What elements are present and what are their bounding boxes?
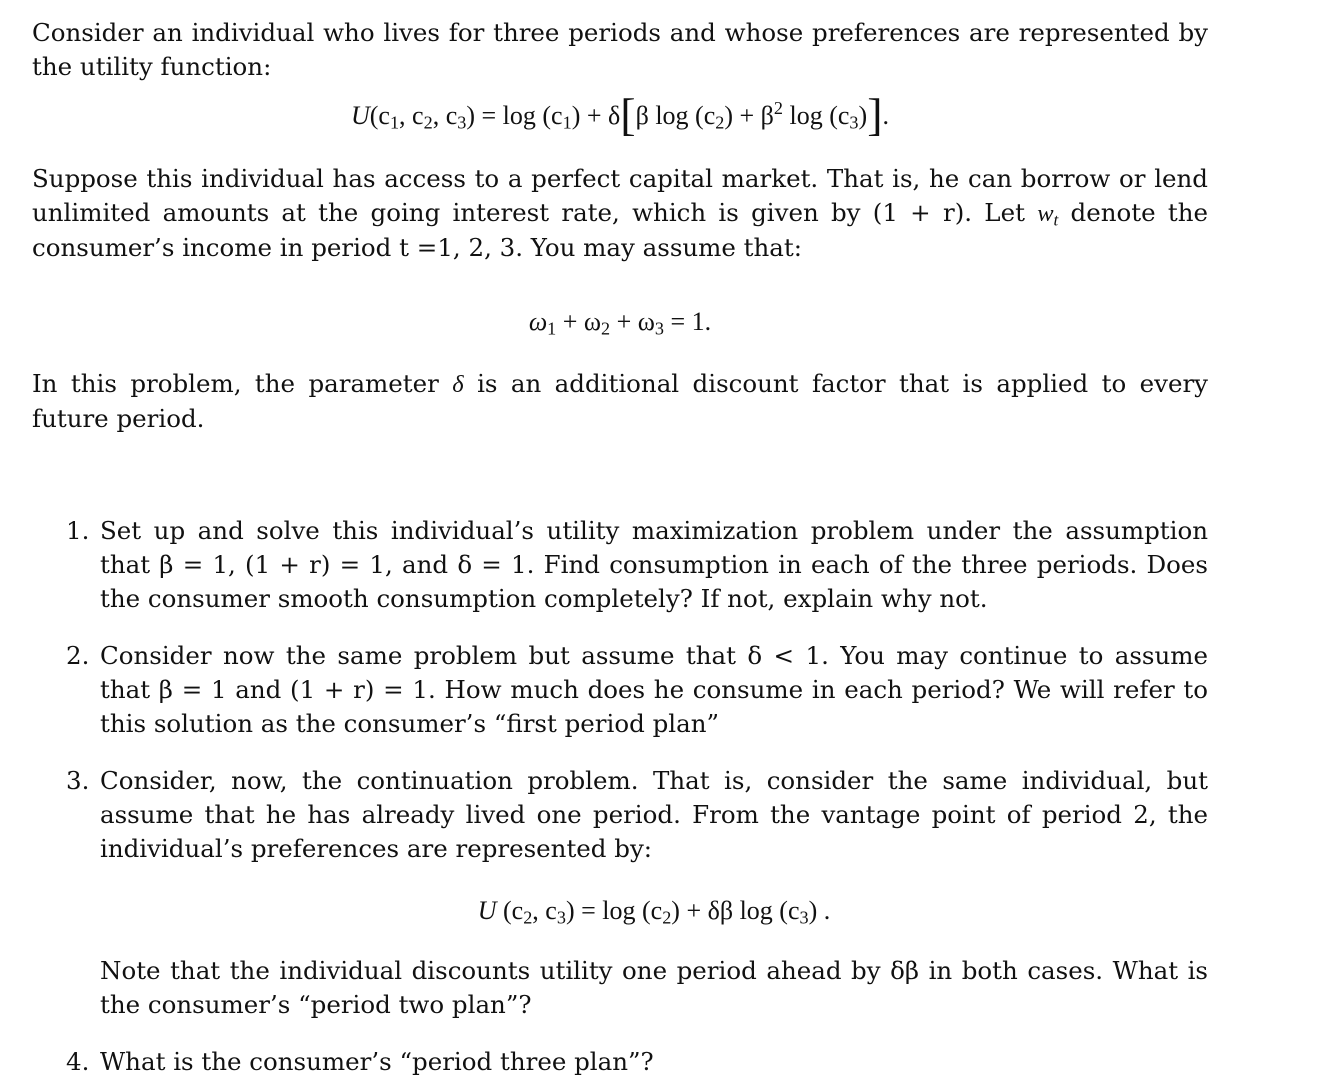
- eq3-log3-sub: 3: [799, 907, 809, 928]
- question-item-3: [32, 764, 1208, 1022]
- continuation-utility-equation: [100, 894, 1208, 928]
- eq1-c1-sub: 1: [389, 112, 400, 133]
- question-number: 4.: [66, 1047, 90, 1076]
- eq1-sep2: , c: [432, 101, 458, 130]
- discount-text-before: In this problem, the parameter: [32, 369, 453, 398]
- question-list: [32, 514, 1208, 1079]
- eq3-args: (c: [496, 896, 524, 925]
- income-symbol: w: [1037, 200, 1054, 227]
- discount-paragraph: [32, 367, 1208, 436]
- eq2-plus2: + ω: [610, 307, 655, 336]
- eq1-log1-sub: 1: [562, 112, 572, 133]
- problem-page: [32, 16, 1208, 1079]
- eq2-sub3: 3: [654, 318, 665, 339]
- eq1-args: (c: [369, 101, 390, 130]
- eq3-U: U: [477, 896, 497, 925]
- income-subscript: t: [1053, 210, 1059, 230]
- intro-paragraph: Consider an individual who lives for three periods and whose preferences are represented by the utility function:: [32, 18, 1208, 81]
- eq1-c3-sub: 3: [457, 112, 467, 133]
- eq1-beta-square: 2: [773, 98, 783, 118]
- eq1-U: U: [350, 101, 370, 130]
- question-number: 1.: [66, 516, 90, 545]
- eq3-rhs3: ) .: [808, 896, 831, 925]
- eq1-equals-log: = log (c: [475, 101, 563, 130]
- eq1-plus-delta: ) + δ: [571, 101, 621, 130]
- eq1-sep1: , c: [399, 101, 424, 130]
- eq2-plus1: + ω: [556, 307, 602, 336]
- eq2-sub1: 1: [547, 318, 557, 339]
- eq2-omega1: ω: [528, 307, 548, 336]
- eq1-log3-sub: 3: [849, 112, 859, 133]
- eq1-close: ): [466, 101, 475, 130]
- eq2-rhs: = 1.: [664, 307, 712, 336]
- question-item-1: [32, 514, 1208, 616]
- question-note: Note that the individual discounts utility one period ahead by δβ in both cases. What is the consumer’s “period two plan”?: [100, 956, 1208, 1019]
- eq3-sep: , c: [532, 896, 557, 925]
- question-text: Consider, now, the continuation problem. That is, consider the same individual, but assume that he has already lived one period. From the vantage point of period 2, the individual’s preferences are represented by:: [100, 766, 1208, 863]
- question-text: Consider now the same problem but assume that δ < 1. You may continue to assume that β = 1 and (1 + r) = 1. How much does he consume in each period? We will refer to this solution as the consumer’s “first period plan”: [100, 641, 1208, 738]
- delta-symbol: δ: [452, 371, 464, 398]
- utility-equation: [32, 88, 1208, 144]
- question-text: What is the consumer’s “period three plan”?: [100, 1047, 654, 1076]
- eq1-log3: log (c: [783, 101, 850, 130]
- eq1-close3: ): [858, 101, 868, 130]
- eq1-beta-log: β log (c: [635, 101, 716, 130]
- market-text-before: Suppose this individual has access to a perfect capital market. That is, he can borrow or lend unlimited amounts at the going interest rate, which is given by (1 + r). Let: [32, 164, 1208, 227]
- eq3-arg2-sub: 2: [523, 907, 533, 928]
- question-item-4: [32, 1045, 1208, 1079]
- eq3-rhs2: ) + δβ log (c: [671, 896, 800, 925]
- eq1-plus-beta: ) + β: [724, 101, 774, 130]
- income-constraint-equation: [32, 305, 1208, 339]
- eq1-c2-sub: 2: [423, 112, 433, 133]
- eq3-rhs1: ) = log (c: [565, 896, 663, 925]
- question-text: Set up and solve this individual’s utility maximization problem under the assumption that β = 1, (1 + r) = 1, and δ = 1. Find consumption in each of the three periods. Does the consumer smooth consumption completely? If not, explain why not.: [100, 516, 1208, 613]
- discount-text-after: is an additional discount factor that is applied to every future period.: [32, 369, 1209, 433]
- eq3-log2-sub: 2: [662, 907, 672, 928]
- eq3-arg3-sub: 3: [556, 907, 566, 928]
- eq1-right-bracket: ]: [867, 89, 883, 140]
- market-text-after: denote the consumer’s income in period t =1, 2, 3. You may assume that:: [32, 198, 1209, 262]
- eq1-log2-sub: 2: [715, 112, 725, 133]
- question-item-2: [32, 639, 1208, 741]
- question-number: 3.: [66, 766, 90, 795]
- eq2-sub2: 2: [601, 318, 611, 339]
- eq1-left-bracket: [: [620, 89, 636, 140]
- eq1-period: .: [882, 101, 890, 130]
- question-number: 2.: [66, 641, 90, 670]
- market-paragraph: [32, 162, 1208, 265]
